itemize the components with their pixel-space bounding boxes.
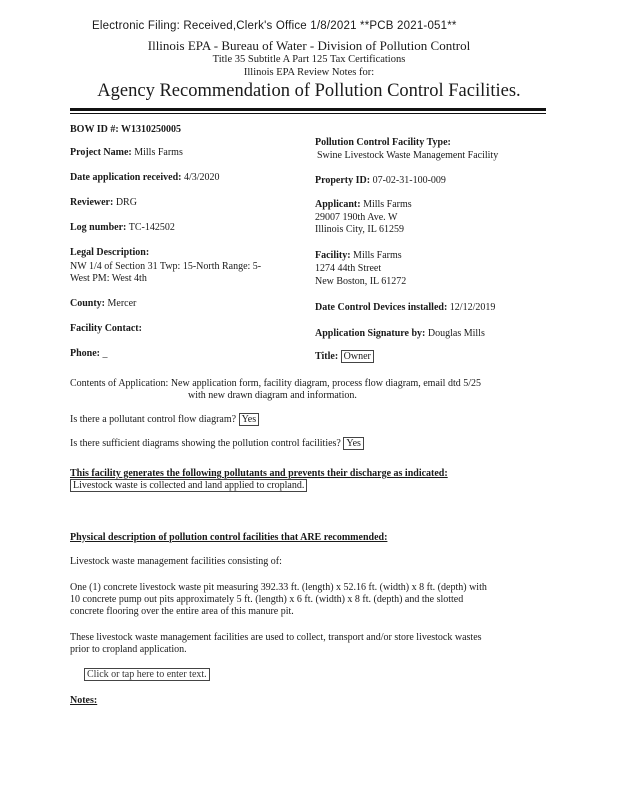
reviewer-label: Reviewer: — [70, 197, 114, 208]
contents-line1: Contents of Application: New application form, facility diagram, process flow diagram, email dtd 5/25 — [70, 378, 482, 389]
signature-value: Douglas Mills — [427, 328, 485, 339]
bow-id: BOW ID #: W1310250005 — [70, 124, 182, 135]
enter-text-field[interactable]: Click or tap here to enter text. — [84, 668, 210, 681]
facility-name: Mills Farms — [353, 250, 402, 261]
physical-paragraph1-line2: 10 concrete pump out pits approximately 5 ft. (length) x 6 ft. (width) x 8 ft. (depth) and the slotted — [70, 594, 464, 605]
reviewer-value: DRG — [115, 197, 137, 208]
log-number-row — [70, 222, 175, 234]
pollutants-heading: This facility generates the following pollutants and prevents their discharge as indicated: — [70, 468, 448, 479]
facility-label: Facility: — [315, 250, 351, 261]
applicant-name: Mills Farms — [363, 199, 412, 210]
county-label: County: — [70, 298, 106, 309]
pcf-type-value: Swine Livestock Waste Management Facility — [317, 150, 499, 161]
phone-value: _ — [102, 348, 108, 359]
physical-paragraph1-line1: One (1) concrete livestock waste pit measuring 392.33 ft. (length) x 52.16 ft. (width) x 8 ft. (depth) with — [70, 582, 487, 593]
signature-label: Application Signature by: — [315, 328, 426, 339]
facility-row — [315, 250, 402, 262]
pollutants-text — [70, 480, 307, 492]
log-number-value: TC-142502 — [128, 222, 175, 233]
physical-paragraph2-line1: These livestock waste management facilities are used to collect, transport and/or store livestock wastes — [70, 632, 482, 643]
facility-contact-label: Facility Contact: — [70, 323, 142, 334]
applicant-address-line1: 29007 190th Ave. W — [315, 212, 398, 223]
legal-description-line1: NW 1/4 of Section 31 Twp: 15-North Range: 5- — [70, 261, 262, 272]
filing-stamp: Electronic Filing: Received,Clerk's Office 1/8/2021 **PCB 2021-051** — [92, 20, 457, 32]
physical-placeholder — [84, 669, 210, 681]
property-id-label: Property ID: — [315, 175, 371, 186]
project-name-label: Project Name: — [70, 147, 132, 158]
legal-description-line2: West PM: West 4th — [70, 273, 147, 284]
title35-line: Title 35 Subtitle A Part 125 Tax Certifications — [212, 54, 406, 65]
agency-heading: Illinois EPA - Bureau of Water - Division of Pollution Control — [147, 38, 471, 53]
reviewer-row — [70, 197, 137, 209]
physical-paragraph1-line3: concrete flooring over the entire area of this manure pit. — [70, 606, 294, 617]
notes-label: Notes: — [70, 695, 98, 706]
header-rule-thin — [70, 113, 546, 114]
date-installed-label: Date Control Devices installed: — [315, 302, 448, 313]
county-value: Mercer — [107, 298, 137, 309]
date-installed-row — [315, 302, 495, 314]
legal-description-label: Legal Description: — [70, 247, 150, 258]
facility-address-line2: New Boston, IL 61272 — [315, 276, 407, 287]
physical-paragraph2-line2: prior to cropland application. — [70, 644, 187, 655]
date-received-row — [70, 172, 220, 184]
property-id-row — [315, 175, 446, 187]
sufficient-diagrams-answer-field[interactable]: Yes — [343, 437, 364, 450]
date-installed-value: 12/12/2019 — [449, 302, 496, 313]
question-sufficient-diagrams-text: Is there sufficient diagrams showing the pollution control facilities? — [70, 438, 341, 449]
facility-address-line1: 1274 44th Street — [315, 263, 382, 274]
date-received-value: 4/3/2020 — [183, 172, 220, 183]
physical-description-heading: Physical description of pollution control facilities that ARE recommended: — [70, 532, 388, 543]
header-rule-thick — [70, 108, 546, 111]
county-row — [70, 298, 136, 310]
phone-label: Phone: — [70, 348, 100, 359]
page-title: Agency Recommendation of Pollution Control Facilities. — [97, 81, 521, 101]
contents-line2: with new drawn diagram and information. — [188, 390, 357, 401]
property-id-value: 07-02-31-100-009 — [372, 175, 446, 186]
pollutants-text-field[interactable]: Livestock waste is collected and land applied to cropland. — [70, 479, 307, 492]
question-sufficient-diagrams — [70, 438, 364, 450]
applicant-label: Applicant: — [315, 199, 361, 210]
log-number-label: Log number: — [70, 222, 127, 233]
project-name-row — [70, 147, 183, 159]
project-name-value: Mills Farms — [134, 147, 183, 158]
physical-intro: Livestock waste management facilities consisting of: — [70, 556, 282, 567]
signature-row — [315, 328, 485, 340]
date-received-label: Date application received: — [70, 172, 182, 183]
flow-diagram-answer-field[interactable]: Yes — [239, 413, 260, 426]
question-flow-diagram-text: Is there a pollutant control flow diagram? — [70, 414, 237, 425]
phone-row — [70, 348, 108, 360]
applicant-address-line2: Illinois City, IL 61259 — [315, 224, 404, 235]
title-row — [315, 351, 374, 363]
pcf-type-label: Pollution Control Facility Type: — [315, 137, 451, 148]
title-label: Title: — [315, 351, 339, 362]
review-notes-line: Illinois EPA Review Notes for: — [243, 67, 375, 78]
applicant-row — [315, 199, 412, 211]
title-value-field[interactable]: Owner — [341, 350, 374, 363]
question-flow-diagram — [70, 414, 259, 426]
